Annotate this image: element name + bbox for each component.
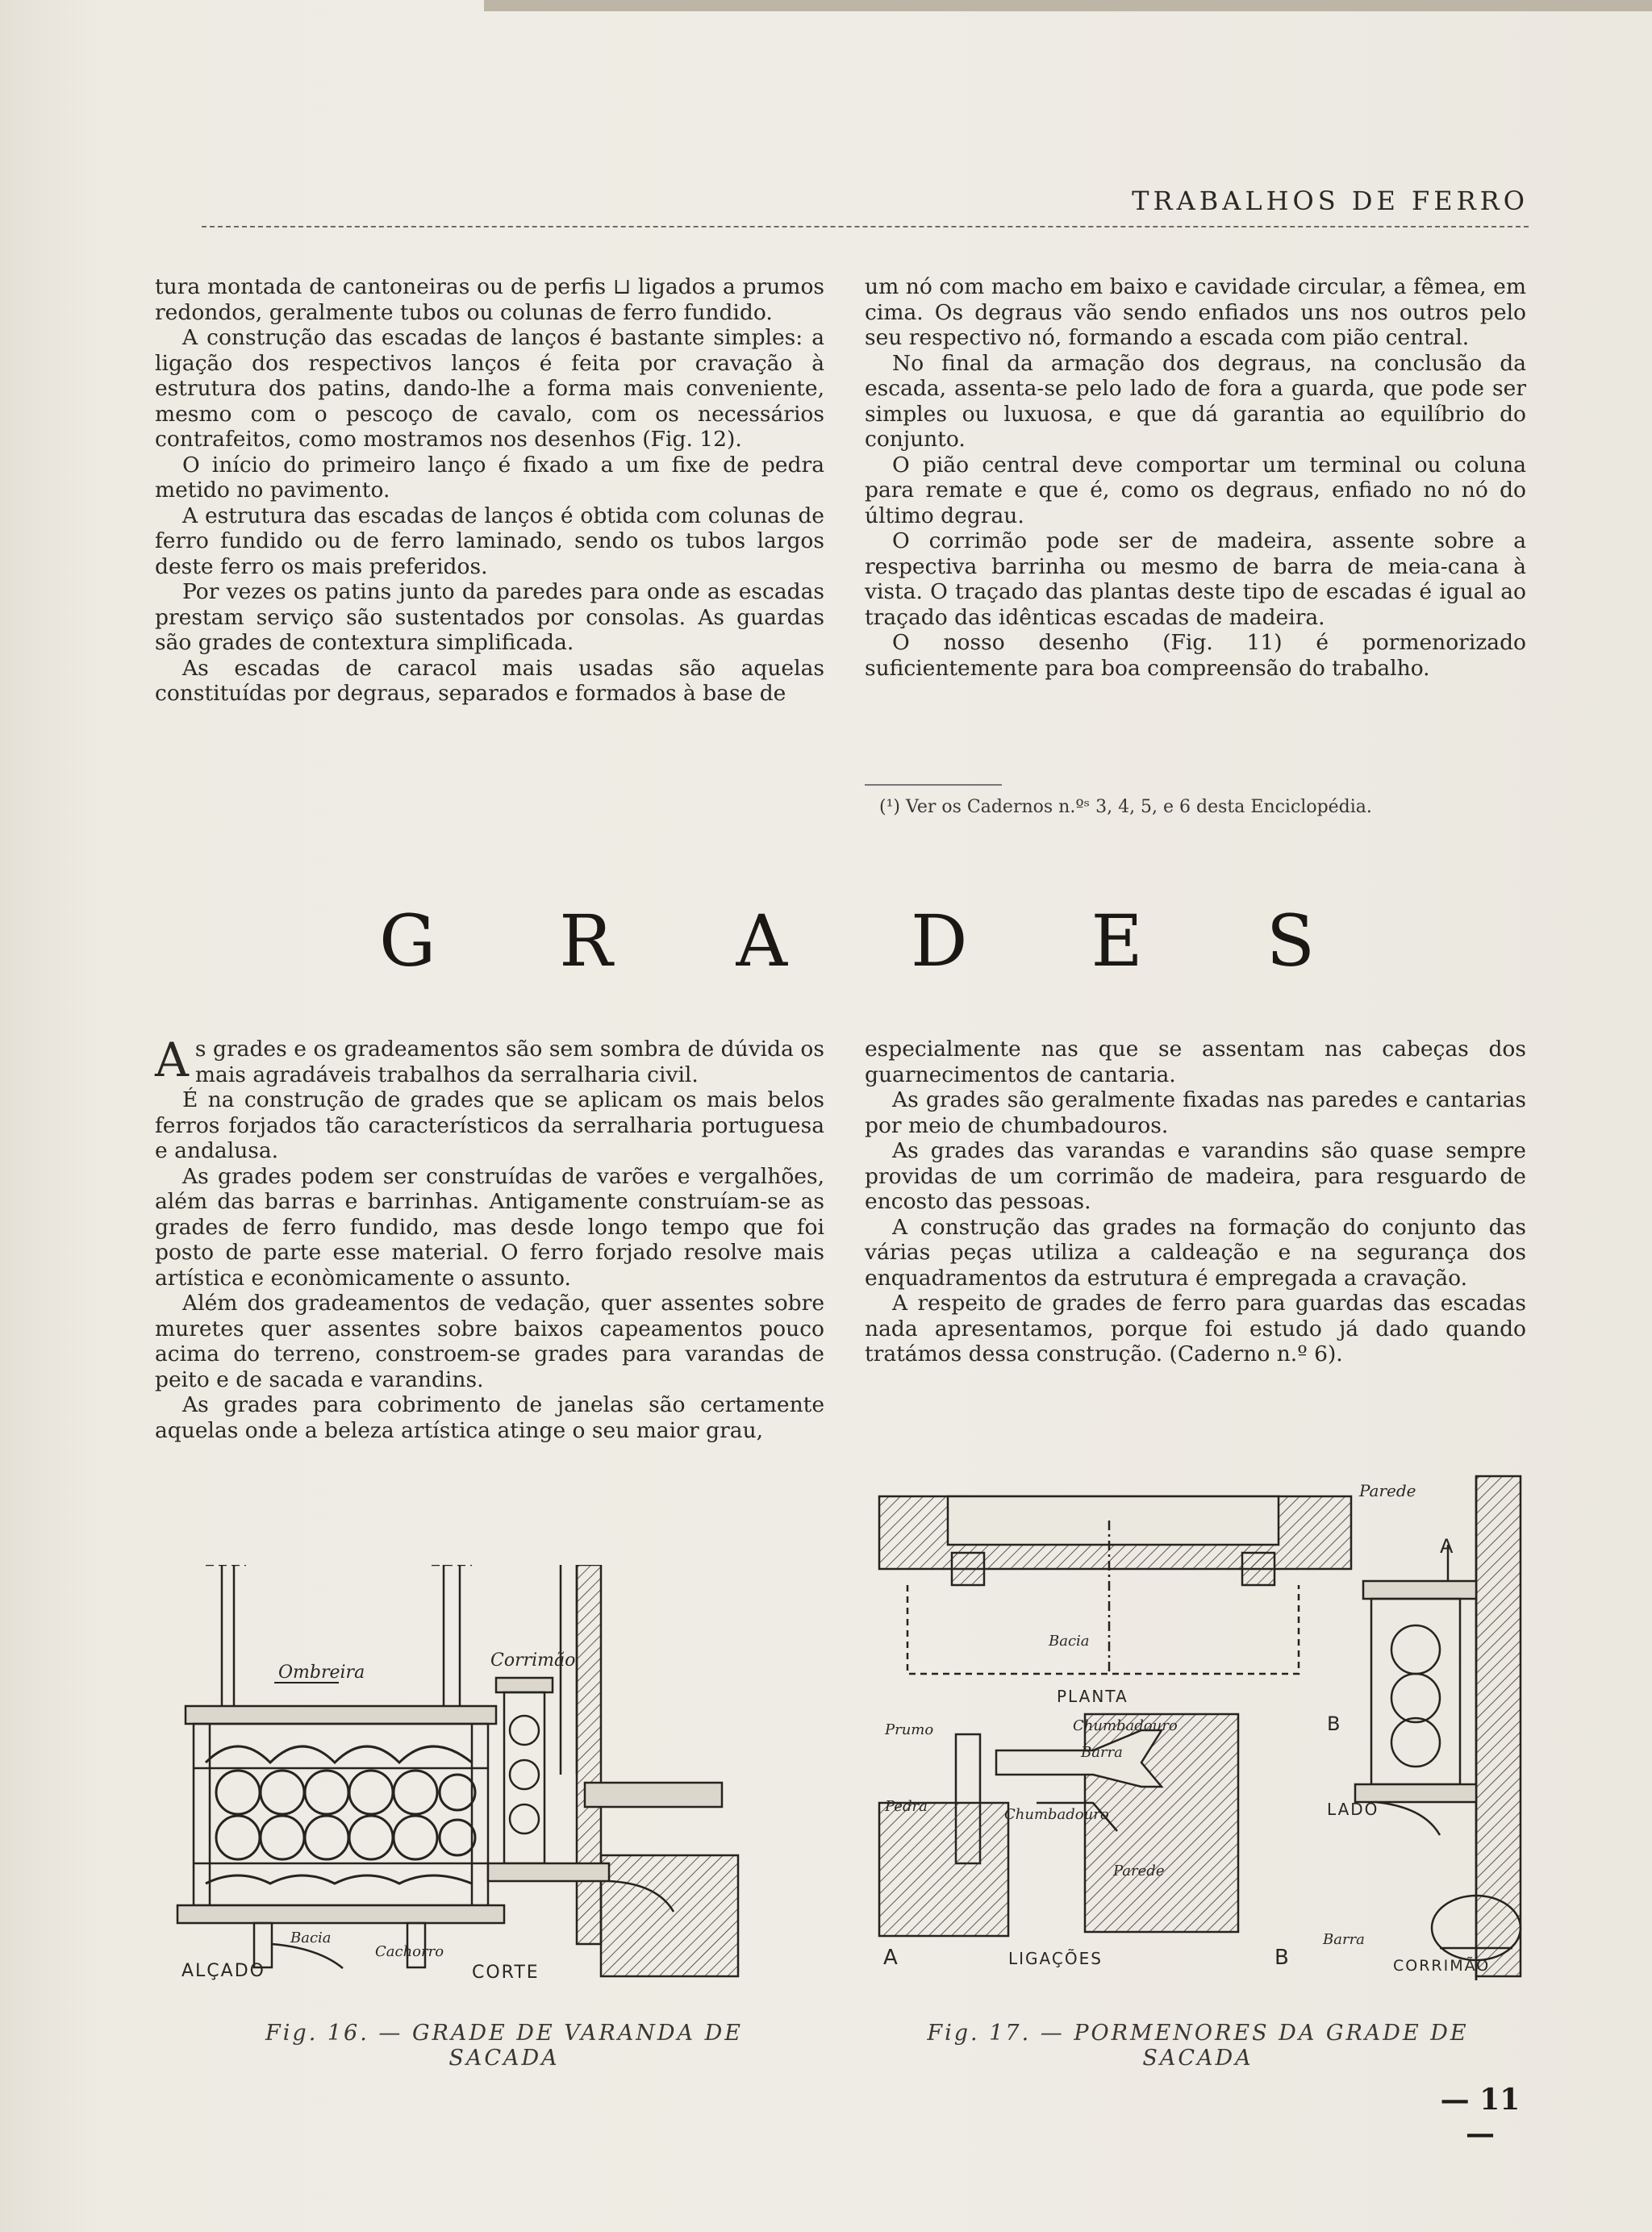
title-letter: S	[1266, 899, 1315, 982]
title-letter: E	[1091, 899, 1143, 982]
column-bottom-right	[865, 1037, 1526, 1367]
label-barra-2: Barra	[1323, 1931, 1365, 1948]
page-edge	[484, 0, 1652, 11]
label-barra-1: Barra	[1081, 1744, 1123, 1761]
paragraph: É na construção de grades que se aplicam os mais belos ferros forjados tão característicos da serralharia portuguesa e andalusa.	[155, 1087, 824, 1163]
paragraph: As grades podem ser construídas de varões e vergalhões, além das barras e barrinhas. Antigamente construíam-se as grades de ferro fundido, mas desde longo tempo que foi posto de parte esse material. O ferro forjado resolve mais artística e econòmicamente o assunto.	[155, 1163, 824, 1291]
paragraph: As grades para cobrimento de janelas são certamente aquelas onde a beleza artística atinge o seu maior grau,	[155, 1392, 824, 1443]
paragraph: As escadas de caracol mais usadas são aquelas constituídas por degraus, separados e formados à base de	[155, 655, 824, 706]
label-ombreira: Ombreira	[278, 1663, 365, 1683]
label-planta: PLANTA	[1057, 1687, 1128, 1706]
paragraph: especialmente nas que se assentam nas cabeças dos guarnecimentos de cantaria.	[865, 1037, 1526, 1087]
drop-cap: A	[155, 1033, 189, 1087]
label-ligacoes: LIGAÇÕES	[1008, 1949, 1103, 1968]
label-a-bottom: A	[883, 1946, 899, 1970]
label-corrimao: Corrimão	[490, 1650, 576, 1671]
first-paragraph-text: s grades e os gradeamentos são sem sombra de dúvida os mais agradáveis trabalhos da serralharia civil.	[194, 1037, 824, 1087]
first-paragraph	[155, 1033, 824, 1087]
paragraph: No final da armação dos degraus, na conclusão da escada, assenta-se pelo lado de fora a guarda, que pode ser simples ou luxuosa, e que dá garantia ao equilíbrio do conjunto.	[865, 350, 1526, 452]
paragraph: tura montada de cantoneiras ou de perfis ⊔ ligados a prumos redondos, geralmente tubos ou colunas de ferro fundido.	[155, 274, 824, 325]
label-pedra: Pedra	[885, 1798, 928, 1815]
running-title: TRABALHOS DE FERRO	[1132, 186, 1529, 216]
label-alcado: ALÇADO	[181, 1961, 265, 1981]
figure-17-caption: Fig. 17. — PORMENORES DA GRADE DE SACADA	[927, 2021, 1469, 2071]
paragraph: A construção das escadas de lanços é bastante simples: a ligação dos respectivos lanços é feita por cravação à estrutura dos patins, dando-lhe a forma mais conveniente, mesmo com o pescoço de cavalo, com os necessários contrafeitos, como mostramos nos desenhos (Fig. 12).	[155, 325, 824, 452]
footnote-rule	[865, 784, 1002, 786]
paragraph: A construção das grades na formação do conjunto das várias peças utiliza a caldeação e na segurança dos enquadramentos da estrutura é empregada a cravação.	[865, 1214, 1526, 1291]
label-corrimao: CORRIMÃO	[1393, 1957, 1491, 1975]
label-prumo: Prumo	[885, 1721, 934, 1738]
paragraph: Além dos gradeamentos de vedação, quer assentes sobre muretes quer assentes sobre baixos capeamentos pouco acima do terreno, constroem-se grades para varandas de peito e de sacada e varandins.	[155, 1291, 824, 1392]
label-parede-top: Parede	[1359, 1481, 1416, 1500]
figure-17-drawing	[875, 1464, 1525, 1984]
title-letter: G	[379, 899, 436, 982]
paragraph: A respeito de grades de ferro para guardas das escadas nada apresentamos, porque foi estudo já dado quando tratámos dessa construção. (Caderno n.º 6).	[865, 1291, 1526, 1366]
label-lado: LADO	[1327, 1800, 1379, 1819]
title-letter: R	[559, 899, 613, 982]
label-corte: CORTE	[472, 1963, 540, 1983]
label-chumbadouro-2: Chumbadouro	[1004, 1806, 1109, 1823]
paragraph: Por vezes os patins junto da paredes para onde as escadas prestam serviço são sustentados por consolas. As guardas são grades de contextura simplificada.	[155, 579, 824, 655]
label-bacia: Bacia	[1049, 1633, 1090, 1650]
title-letter: D	[910, 899, 968, 982]
label-cachorro: Cachorro	[375, 1943, 444, 1960]
header-rule	[202, 226, 1529, 227]
title-letter: A	[736, 899, 788, 982]
figure-17-svg	[875, 1464, 1525, 1984]
paragraph: O nosso desenho (Fig. 11) é pormenorizado suficientemente para boa compreensão do trabalho.	[865, 630, 1526, 681]
footnote: (¹) Ver os Cadernos n.ºˢ 3, 4, 5, e 6 desta Enciclopédia.	[879, 797, 1372, 817]
column-top-left	[155, 274, 824, 707]
label-b-mid: B	[1327, 1713, 1342, 1735]
paragraph: As grades das varandas e varandins são quase sempre providas de um corrimão de madeira, para resguardo de encosto das pessoas.	[865, 1138, 1526, 1214]
column-top-right	[865, 274, 1526, 681]
label-chumbadouro-1: Chumbadouro	[1073, 1717, 1178, 1734]
paragraph: um nó com macho em baixo e cavidade circular, a fêmea, em cima. Os degraus vão sendo enfiados uns nos outros pelo seu respectivo nó, formando a escada com pião central.	[865, 274, 1526, 350]
paragraph: As grades são geralmente fixadas nas paredes e cantarias por meio de chumbadouros.	[865, 1087, 1526, 1138]
figure-16-drawing	[157, 1565, 835, 1984]
label-b-bottom: B	[1274, 1946, 1291, 1970]
figure-16-caption: Fig. 16. — GRADE DE VARANDA DE SACADA	[265, 2021, 743, 2071]
figure-16-svg	[157, 1565, 835, 1984]
label-parede-low: Parede	[1113, 1863, 1165, 1879]
column-bottom-left	[155, 1033, 824, 1443]
page-number: — 11 —	[1440, 2083, 1521, 2151]
paragraph: O pião central deve comportar um terminal ou coluna para remate e que é, como os degraus, enfiado no nó do último degrau.	[865, 452, 1526, 528]
paragraph: A estrutura das escadas de lanços é obtida com colunas de ferro fundido ou de ferro laminado, sendo os tubos largos deste ferro os mais preferidos.	[155, 503, 824, 579]
section-title	[379, 899, 1315, 988]
label-a-top: A	[1440, 1535, 1455, 1558]
label-bacia: Bacia	[290, 1930, 332, 1946]
paragraph: O corrimão pode ser de madeira, assente sobre a respectiva barrinha ou mesmo de barra de meia-cana à vista. O traçado das plantas deste tipo de escadas é igual ao traçado das idênticas escadas de madeira.	[865, 528, 1526, 630]
paragraph: O início do primeiro lanço é fixado a um fixe de pedra metido no pavimento.	[155, 452, 824, 503]
